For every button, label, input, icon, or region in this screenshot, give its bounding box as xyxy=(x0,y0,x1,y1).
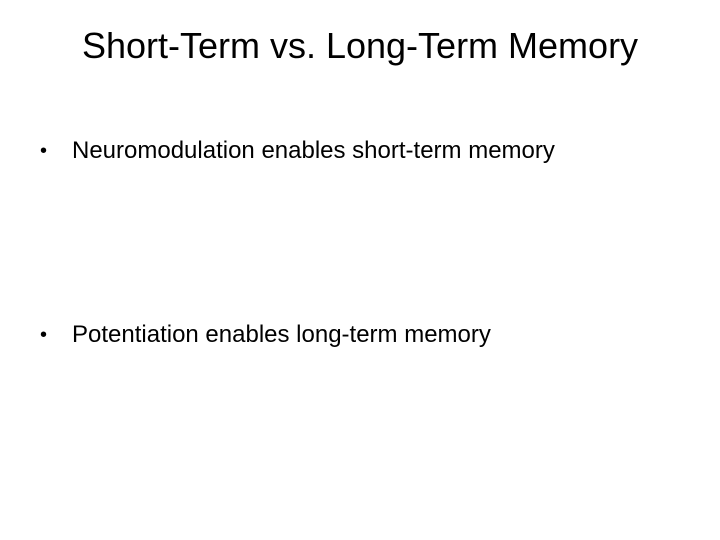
bullet-item-long-term xyxy=(40,320,700,350)
bullet-marker: • xyxy=(40,324,48,346)
bullet-item-short-term xyxy=(40,136,700,166)
bullet-text: Potentiation enables long-term memory xyxy=(72,321,491,348)
bullet-marker: • xyxy=(40,140,48,162)
slide-title: Short-Term vs. Long-Term Memory xyxy=(81,25,639,66)
bullet-text: Neuromodulation enables short-term memory xyxy=(72,137,555,164)
